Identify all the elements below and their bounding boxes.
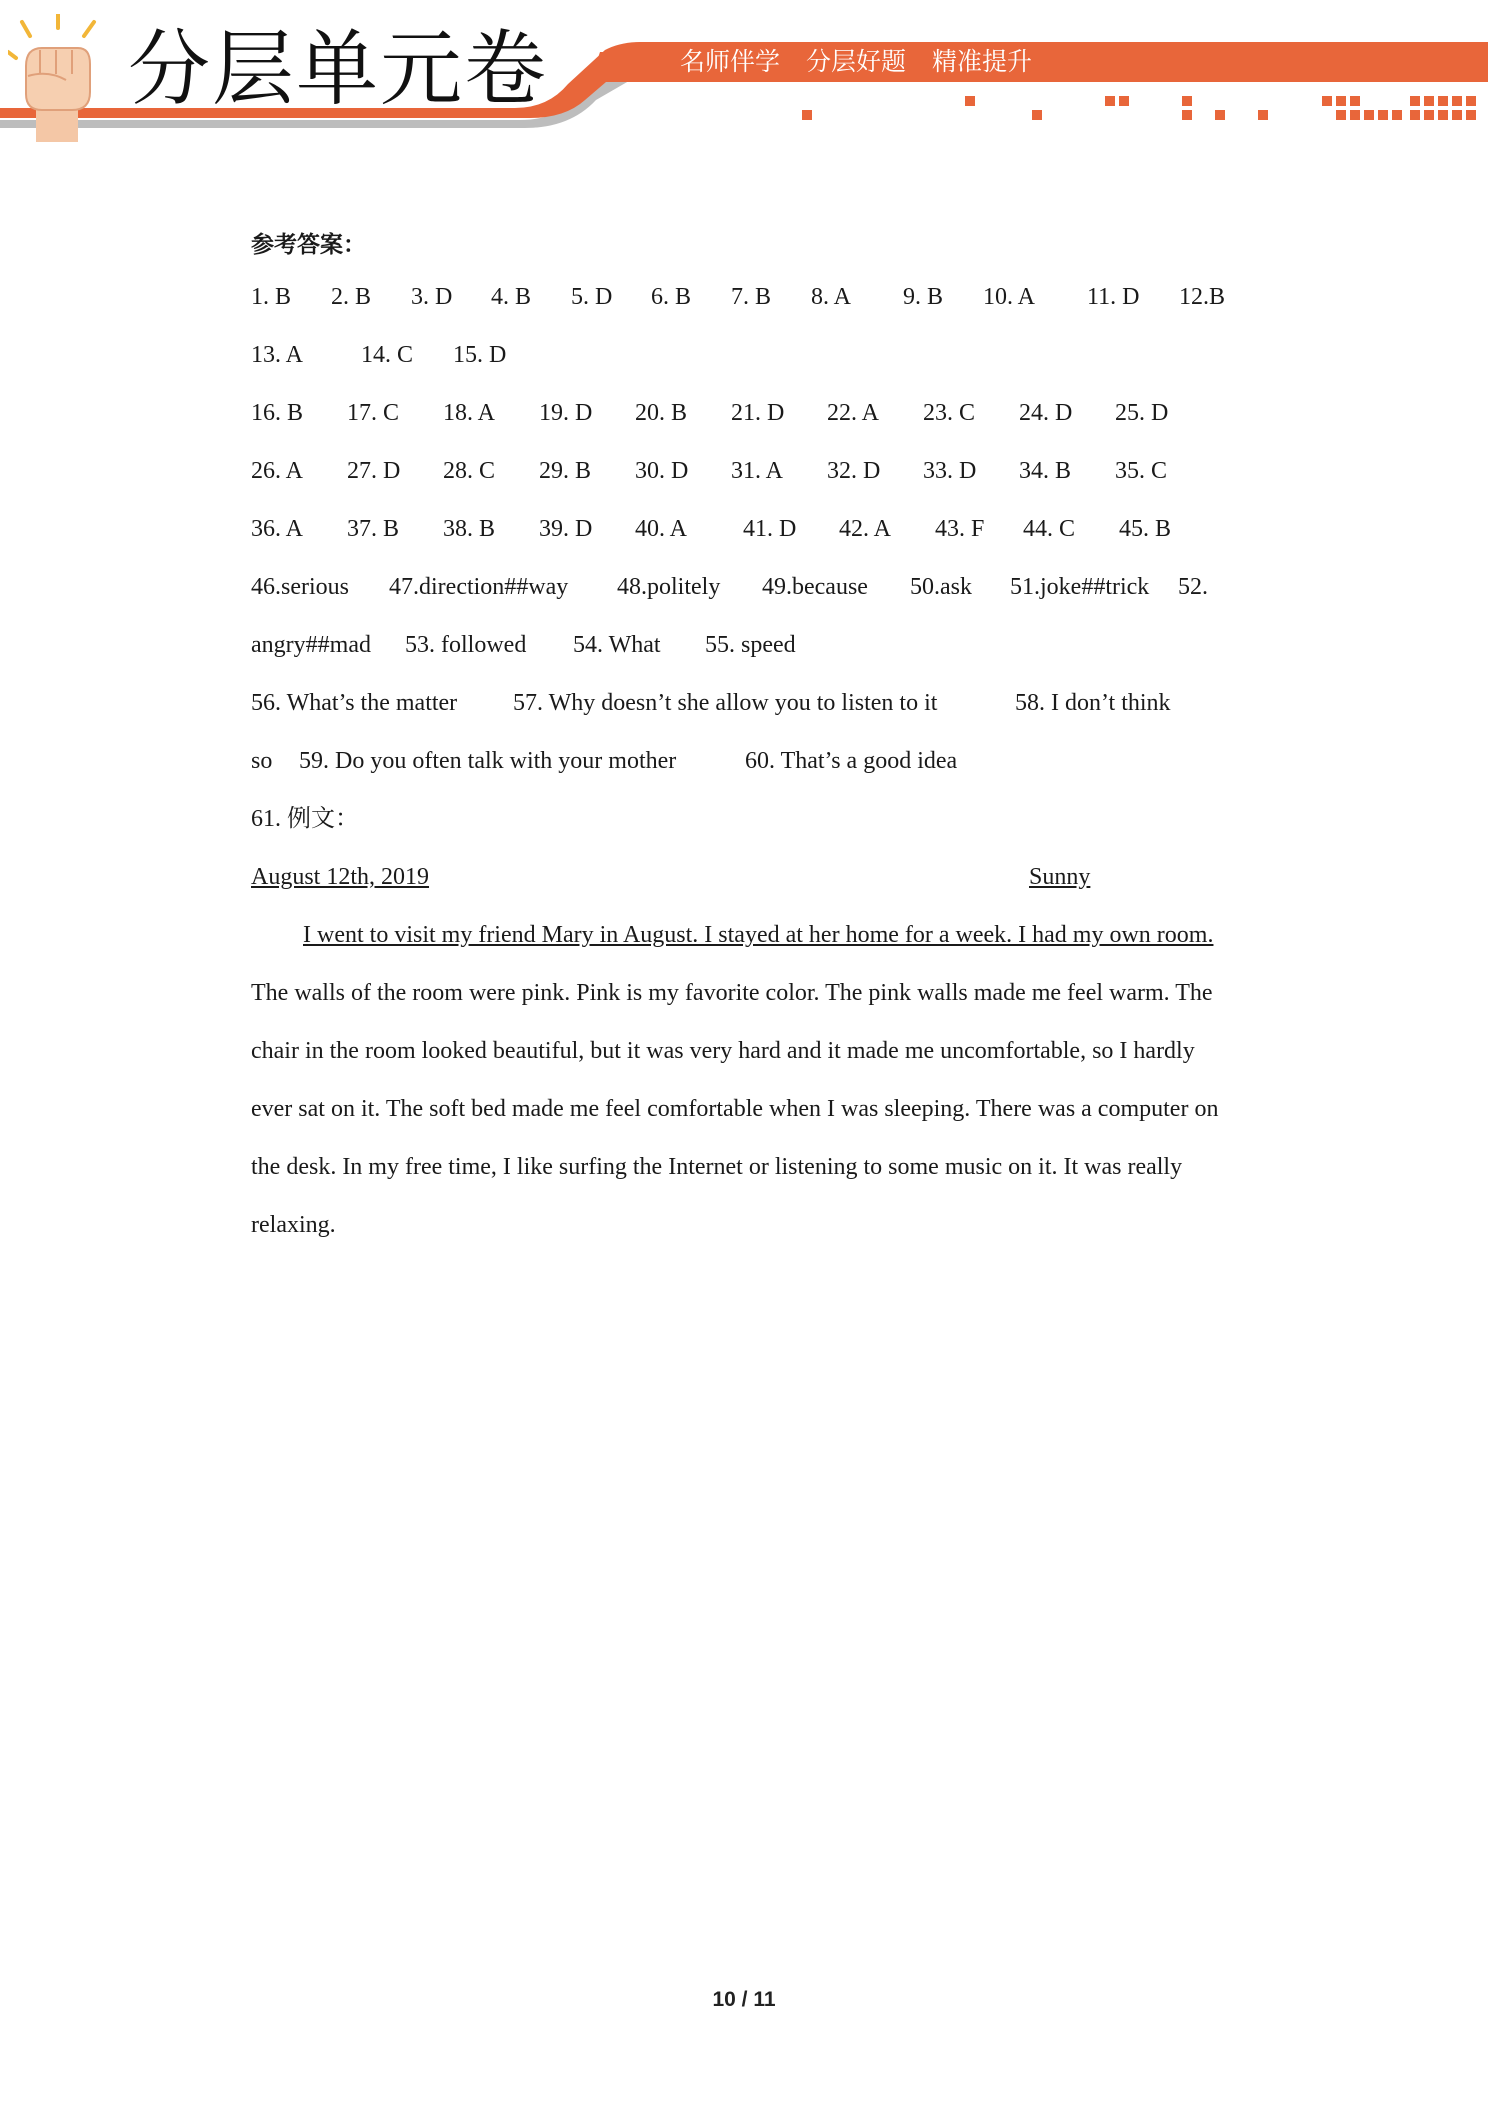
answer-item: 47.direction##way xyxy=(389,574,569,600)
essay-paragraph xyxy=(251,906,1241,1254)
answer-item: 16. B xyxy=(251,400,304,426)
answer-item: 9. B xyxy=(903,284,944,310)
answer-item: 25. D xyxy=(1115,400,1169,426)
answer-item: 17. C xyxy=(347,400,400,426)
answer-item: 11. D xyxy=(1087,284,1140,310)
essay-date-row xyxy=(251,848,1251,906)
answer-item: 8. A xyxy=(811,284,852,310)
answer-line xyxy=(251,558,1251,616)
answer-item: angry##mad xyxy=(251,632,371,658)
answer-item: so xyxy=(251,748,273,774)
slogan-2: 分层好题 xyxy=(806,47,907,76)
decorative-squares xyxy=(0,0,1488,150)
answer-item: 59. Do you often talk with your mother xyxy=(299,748,677,774)
answer-item: 61. 例文： xyxy=(251,806,359,832)
essay-first-sentence: I went to visit my friend Mary in August. I stayed at her home for a week. I had my own room. xyxy=(303,922,1214,948)
answer-item: 31. A xyxy=(731,458,784,484)
answer-line xyxy=(251,384,1251,442)
answer-item: 24. D xyxy=(1019,400,1073,426)
answer-item: 50.ask xyxy=(910,574,972,600)
essay-date: August 12th, 2019 xyxy=(251,864,430,890)
answer-item: 55. speed xyxy=(705,632,796,658)
answer-item: 10. A xyxy=(983,284,1036,310)
answer-item: 2. B xyxy=(331,284,372,310)
answer-key-section xyxy=(251,222,1251,1254)
answer-line xyxy=(251,500,1251,558)
slogan-3: 精准提升 xyxy=(932,47,1033,76)
answer-item: 58. I don’t think xyxy=(1015,690,1171,716)
answer-item: 1. B xyxy=(251,284,292,310)
answer-item: 51.joke##trick xyxy=(1010,574,1150,600)
page-header xyxy=(0,0,1488,150)
answer-item: 19. D xyxy=(539,400,593,426)
answer-heading: 参考答案： xyxy=(251,231,366,258)
answer-item: 12.B xyxy=(1179,284,1226,310)
answer-item: 35. C xyxy=(1115,458,1168,484)
answer-line xyxy=(251,268,1251,326)
answer-item: 60. That’s a good idea xyxy=(745,748,958,774)
answer-item: 7. B xyxy=(731,284,772,310)
answer-item: 49.because xyxy=(762,574,868,600)
answer-item: 54. What xyxy=(573,632,661,658)
page-number: 10 / 11 xyxy=(712,1988,776,2011)
answer-item: 5. D xyxy=(571,284,613,310)
answer-item: 3. D xyxy=(411,284,453,310)
answer-line xyxy=(251,674,1251,732)
answer-item: 36. A xyxy=(251,516,304,542)
answer-item: 23. C xyxy=(923,400,976,426)
answer-line xyxy=(251,442,1251,500)
answer-item: 34. B xyxy=(1019,458,1072,484)
answer-item: 52. xyxy=(1178,574,1208,600)
answer-item: 57. Why doesn’t she allow you to listen to it xyxy=(513,690,938,716)
answer-item: 39. D xyxy=(539,516,593,542)
answer-item: 56. What’s the matter xyxy=(251,690,458,716)
slogan-1: 名师伴学 xyxy=(680,47,781,76)
answer-item: 15. D xyxy=(453,342,507,368)
answer-item: 48.polite‍ly xyxy=(617,574,721,600)
answer-item: 46.serious xyxy=(251,574,349,600)
answer-item: 29. B xyxy=(539,458,592,484)
answer-item: 32. D xyxy=(827,458,881,484)
answer-item: 53. followed xyxy=(405,632,527,658)
answer-item: 26. A xyxy=(251,458,304,484)
answer-line xyxy=(251,732,1251,790)
answer-item: 33. D xyxy=(923,458,977,484)
answer-item: 14. C xyxy=(361,342,414,368)
answer-item: 4. B xyxy=(491,284,532,310)
answer-item: 13. A xyxy=(251,342,304,368)
answer-line xyxy=(251,790,1251,848)
answer-item: 20. B xyxy=(635,400,688,426)
essay-body: The walls of the room were pink. Pink is my favorite color. The pink walls made me feel warm. The chair in the room looked beautiful, but it was very hard and it made me uncomfortable, so I hardly ever sat on it. The soft bed made me feel comfortable when I was sleeping. There was a computer on the desk. In my free time, I like surfing the Internet or listening to some music on it. It was really relaxing. xyxy=(251,980,1219,1238)
answer-item: 21. D xyxy=(731,400,785,426)
answer-item: 38. B xyxy=(443,516,496,542)
answer-item: 22. A xyxy=(827,400,880,426)
answer-item: 45. B xyxy=(1119,516,1172,542)
answer-line xyxy=(251,326,1251,384)
answer-item: 41. D xyxy=(743,516,797,542)
answer-item: 30. D xyxy=(635,458,689,484)
answer-item: 28. C xyxy=(443,458,496,484)
answer-line xyxy=(251,616,1251,674)
answer-item: 6. B xyxy=(651,284,692,310)
answer-item: 27. D xyxy=(347,458,401,484)
brand-title: 分层单元卷 xyxy=(128,22,549,117)
answer-item: 18. A xyxy=(443,400,496,426)
answer-item: 42. A xyxy=(839,516,892,542)
answer-item: 44. C xyxy=(1023,516,1076,542)
answer-item: 40. A xyxy=(635,516,688,542)
essay-weather: Sunny xyxy=(1029,864,1091,890)
answer-item: 37. B xyxy=(347,516,400,542)
answer-item: 43. F xyxy=(935,516,985,542)
